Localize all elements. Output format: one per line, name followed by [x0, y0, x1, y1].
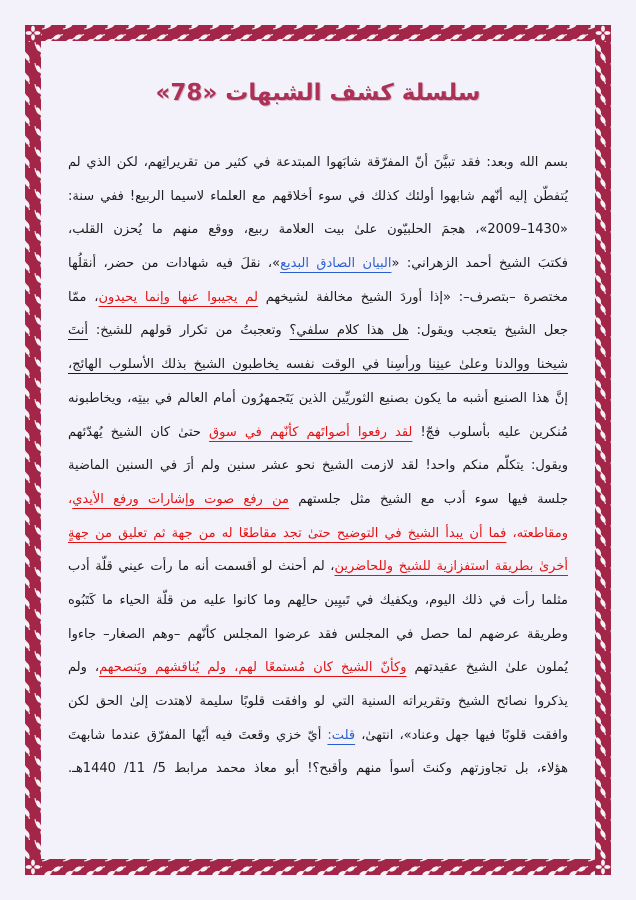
text-run: «1430–2009»، هجمَ الحلبيّون علىٰ بيت العلامة ربيع، ووقع منهم ما يُحزن القلب،: [68, 222, 568, 238]
border-bottom-band: [25, 859, 611, 875]
text-run: فكتبَ الشيخ أحمد الزهراني: «: [391, 256, 568, 272]
text-line: [68, 483, 568, 517]
text-line: [68, 416, 568, 450]
text-run: ، ممّا: [68, 289, 99, 305]
text-run: هؤلاء، بل تجاوزتهم وكنتَ أسوأ منهم وأقبح؟! أبو معاذ محمد مرابط 5/ 11/ 1440هـ.: [68, 761, 568, 777]
text-run: جلسة فيها سوء أدب مع الشيخ مثل جلستهم: [288, 491, 568, 507]
corner-flower-icon: [25, 25, 41, 41]
text-line: [68, 584, 568, 618]
text-line: [68, 449, 568, 483]
text-run: حتىٰ كان الشيخ يُهدّئهم: [68, 424, 210, 440]
text-run: ويقول: يتكلّم منكم واحد! لقد لازمت الشيخ نحو عشر سنين ولم أرَ في السنين الماضية: [68, 458, 568, 474]
text-run: إنَّ هذا الصنيع أشبه ما يكون بصنيع الثوريِّين الذين يَتَجمهرُون أمام العالم في بيتِه، ويخاطبونه: [68, 390, 568, 406]
text-line: [68, 314, 568, 348]
text-run: وكأنّ الشيخ كان مُستمعًا لهم، ولم يُناقشهم ويَنصحهم: [99, 660, 407, 676]
text-run: مُنكرين عليه بأسلوب فجّ!: [412, 424, 568, 440]
body-text: [68, 146, 568, 786]
text-line: [68, 382, 568, 416]
border-top-band: [25, 25, 611, 41]
text-run: هل هذا كلام سلفي؟: [289, 323, 409, 339]
text-run: فما أن يبدأ الشيخ في التوضيح حتىٰ تجد مقاطعًا له من جهة ثم تعليق من جهةٍ: [68, 525, 507, 541]
text-run: وتعجبتُ من تكرار قولهم للشيخ:: [88, 323, 290, 339]
text-line: [68, 651, 568, 685]
text-line: [68, 247, 568, 281]
corner-flower-icon: [595, 25, 611, 41]
text-run: ، لم أحنث لو أقسمت أنه ما رأت عيني قلّة أدب: [68, 559, 335, 575]
text-line: [68, 348, 568, 382]
text-run: يُملون علىٰ الشيخ عقيدتهم: [406, 660, 568, 676]
text-run: شيخنا ووالدنا وعلىٰ عينِنا ورأسِنا في الوقت نفسه يخاطبون الشيخ بذلك الأسلوب الهائج،: [68, 357, 568, 373]
text-run: يذكروا نصائح الشيخ وتقريراته السنية التي لو وافقت قلوبًا سليمة لاهتدت إلىٰ الحق لكن: [68, 694, 568, 709]
corner-flower-icon: [595, 859, 611, 875]
text-run: مثلما رأت في ذلك اليوم، ويكفيك في تَبيِين حالِهم وما كانوا عليه من قلّة الحياء ما كَتَبُوه: [68, 592, 568, 608]
text-line: [68, 550, 568, 584]
text-run: أيّ خزي وقعتَ فيه أيّها المفرّق عندما شابهتَ: [68, 727, 328, 743]
text-run: أنتَ: [68, 323, 88, 339]
link-text[interactable]: قلت:: [327, 727, 356, 743]
text-line: [68, 752, 568, 786]
text-line: [68, 685, 568, 719]
text-run: ،: [68, 491, 73, 507]
text-run: بسم الله وبعد: فقد تبيَّنَ أنّ المفرّقة شابَهوا المبتدعة في كثير من تقريراتِهم، لكن الذي لم: [68, 155, 568, 170]
text-run: لم يجيبوا عنها وإنما يحيدون: [98, 289, 258, 305]
text-line: [68, 719, 568, 753]
text-line: [68, 281, 568, 315]
text-run: مختصرة –بتصرف–: «إذا أوردَ الشيخ مخالفة لشيخهم: [257, 289, 568, 305]
text-run: لقد رفعوا أصواتَهم كأنّهم في سوق: [209, 424, 413, 440]
text-line: [68, 213, 568, 247]
text-run: وطريقة عرضهم لما حصل في المجلس فقد عرضوا المجلس كأنّهم –وهم الصغار– جاءوا: [68, 626, 568, 642]
text-run: »، نقلَ فيه شهادات من حضر، أنقلُها: [68, 256, 281, 272]
text-run: من رفع صوت وإشارات ورفع الأيدي: [72, 491, 289, 507]
link-text[interactable]: البيان الصادق البديع: [280, 256, 392, 272]
text-line: [68, 180, 568, 214]
page-title: سلسلة كشف الشبهات «78»: [155, 80, 481, 106]
corner-flower-icon: [25, 859, 41, 875]
text-line: [68, 146, 568, 180]
text-run: وافقت قلوبًا فيها جهل وعناد»، انتهىٰ،: [355, 727, 568, 743]
text-run: ومقاطعته،: [506, 525, 568, 541]
text-run: جعل الشيخ يتعجب ويقول:: [408, 323, 568, 339]
text-line: [68, 517, 568, 551]
border-right-band: [595, 25, 611, 875]
text-run: ، ولم: [68, 660, 100, 676]
text-run: يُتفطّن إليه أنّهم شابهوا أولئك كذلك في سوء أخلاقهم مع العلماء لاسيما الربيع! ففي سنة:: [68, 188, 568, 204]
border-left-band: [25, 25, 41, 875]
text-run: أخرىٰ بطريقة استفزازية للشيخ وللحاضرين: [334, 559, 568, 575]
text-line: [68, 618, 568, 652]
